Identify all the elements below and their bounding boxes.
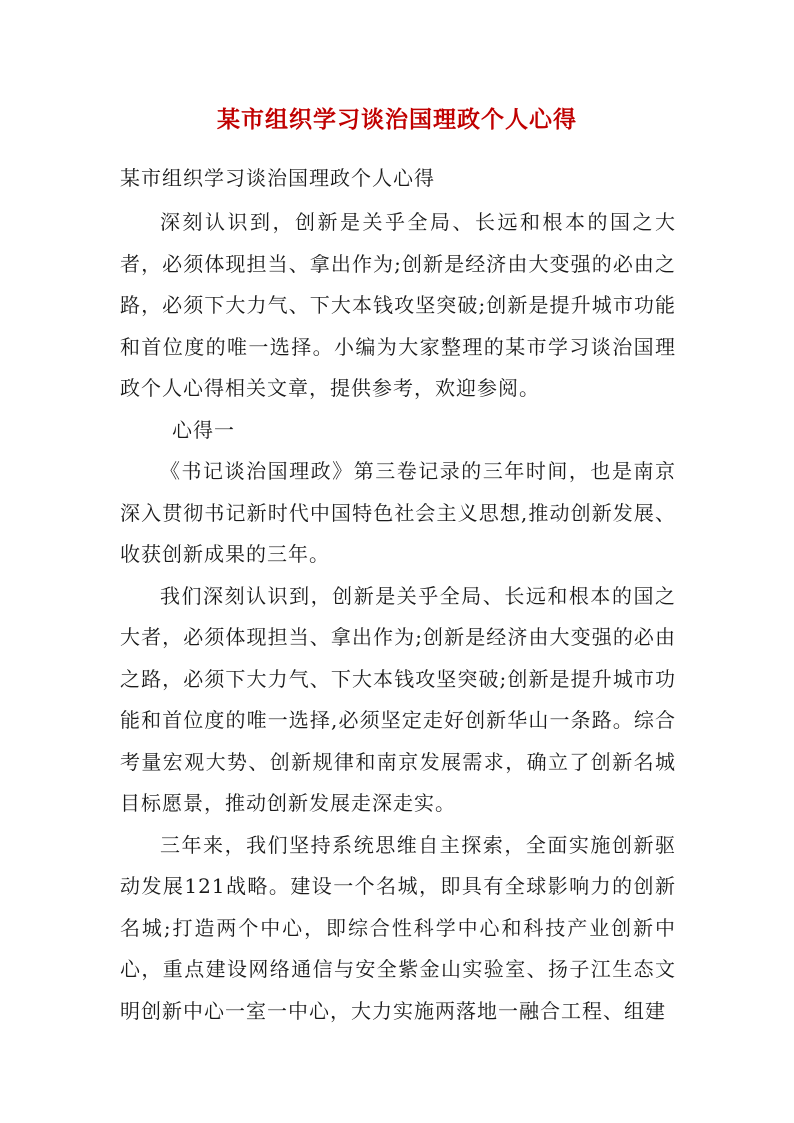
paragraph: 三年来，我们坚持系统思维自主探索，全面实施创新驱动发展121战略。建设一个名城，即具有全球影响力的创新名城;打造两个中心，即综合性科学中心和科技产业创新中心，重点建设网络通信与安全紫金山实验室、扬子江生态文明创新中心一室一中心，大力实施两落地一融合工程、组建 bbox=[120, 832, 676, 1023]
document-title: 某市组织学习谈治国理政个人心得 bbox=[217, 106, 577, 133]
paragraph-intro: 深刻认识到，创新是关乎全局、长远和根本的国之大者，必须体现担当、拿出作为;创新是经济由大变强的必由之路，必须下大力气、下大本钱攻坚突破;创新是提升城市功能和首位度的唯一选择。小编为大家整理的某市学习谈治国理政个人心得相关文章，提供参考，欢迎参阅。 bbox=[120, 210, 676, 400]
paragraph: 《书记谈治国理政》第三卷记录的三年时间，也是南京深入贯彻书记新时代中国特色社会主义思想,推动创新发展、收获创新成果的三年。 bbox=[120, 459, 676, 566]
document-subtitle: 某市组织学习谈治国理政个人心得 bbox=[120, 166, 435, 190]
document-body bbox=[120, 202, 676, 1032]
paragraph: 我们深刻认识到，创新是关乎全局、长远和根本的国之大者，必须体现担当、拿出作为;创新是经济由大变强的必由之路，必须下大力气、下大本钱攻坚突破;创新是提升城市功能和首位度的唯一选择,必须坚定走好创新华山一条路。综合考量宏观大势、创新规律和南京发展需求，确立了创新名城目标愿景，推动创新发展走深走实。 bbox=[120, 583, 676, 815]
section-heading: 心得一 bbox=[172, 417, 235, 442]
